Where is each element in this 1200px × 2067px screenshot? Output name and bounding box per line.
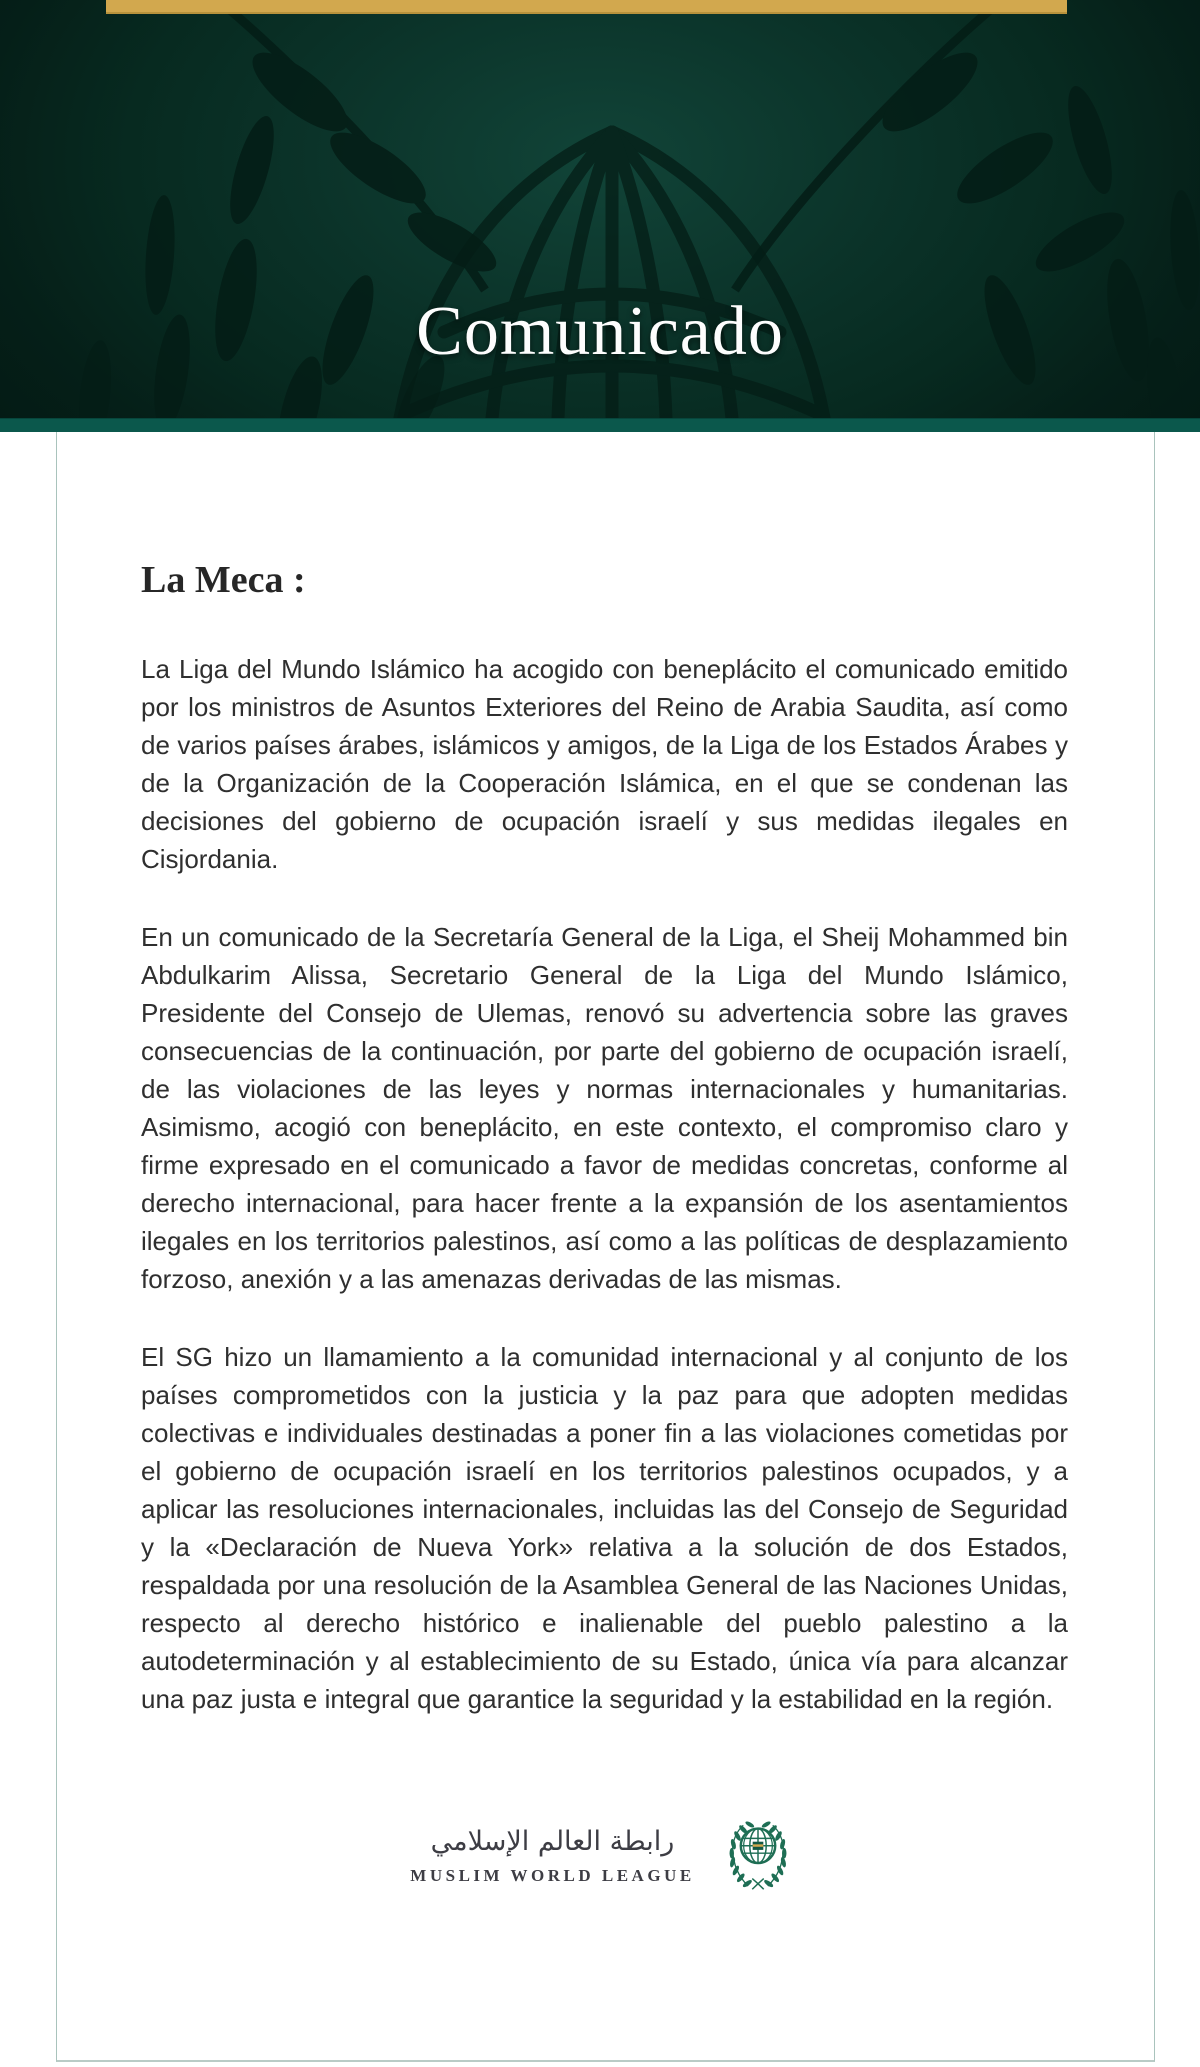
logo-latin-name: MUSLIM WORLD LEAGUE — [410, 1865, 695, 1885]
page-title: Comunicado — [416, 293, 784, 370]
teal-divider — [0, 418, 1200, 432]
kaaba-icon — [752, 1841, 763, 1849]
globe-dome-icon — [400, 132, 824, 418]
communique-card — [56, 432, 1155, 2062]
paragraph-1: La Liga del Mundo Islámico ha acogido con beneplácito el comunicado emitido por los ministros de Asuntos Exteriores del Reino de Arabia Saudita, así como de varios países árabes, islámicos y amigos, de la Liga de los Estados Árabes y de la Organización de la Cooperación Islámica, en el que se condenan las decisiones del gobierno de ocupación israelí y sus medidas ilegales en Cisjordania. — [141, 653, 1068, 874]
logo-names — [410, 1824, 694, 1884]
gold-accent-bar — [106, 0, 1067, 14]
paragraph-2: En un comunicado de la Secretaría General de la Liga, el Sheij Mohammed bin Abdulkarim Alissa, Secretario General de la Liga del Mundo Islámico, Presidente del Consejo de Ulemas, renovó su advertencia sobre las graves consecuencias de la continuación, por parte del gobierno de ocupación israelí, de las violaciones de las leyes y normas internacionales y humanitarias. Asimismo, acogió con beneplácito, en este contexto, el compromiso claro y firme expresado en el comunicado a favor de medidas concretas, conforme al derecho internacional, para hacer frente a la expansión de los asentamientos ilegales en los territorios palestinos, así como a las políticas de desplazamiento forzoso, anexión y a las amenazas derivadas de las mismas. — [141, 921, 1068, 1294]
header-banner — [0, 0, 1200, 418]
logo-arabic-name: رابطة العالم الإسلامي — [430, 1825, 675, 1857]
paragraph-3: El SG hizo un llamamiento a la comunidad internacional y al conjunto de los países comprometidos con la justicia y la paz para que adopten medidas colectivas e individuales destinadas a poner fin a las violaciones cometidas por el gobierno de ocupación israelí en los territorios palestinos ocupados, y a aplicar las resoluciones internacionales, incluidas las del Consejo de Seguridad y la «Declaración de Nueva York» relativa a la solución de dos Estados, respaldada por una resolución de la Asamblea General de las Naciones Unidas, respecto al derecho histórico e inalienable del pueblo palestino a la autodeterminación y al establecimiento de su Estado, única vía para alcanzar una paz justa e integral que garantice la seguridad y la estabilidad en la región. — [141, 1341, 1068, 1714]
section-heading: La Meca : — [141, 559, 306, 601]
mwl-emblem-icon — [717, 1813, 799, 1895]
mwl-logo — [141, 1813, 1068, 1895]
